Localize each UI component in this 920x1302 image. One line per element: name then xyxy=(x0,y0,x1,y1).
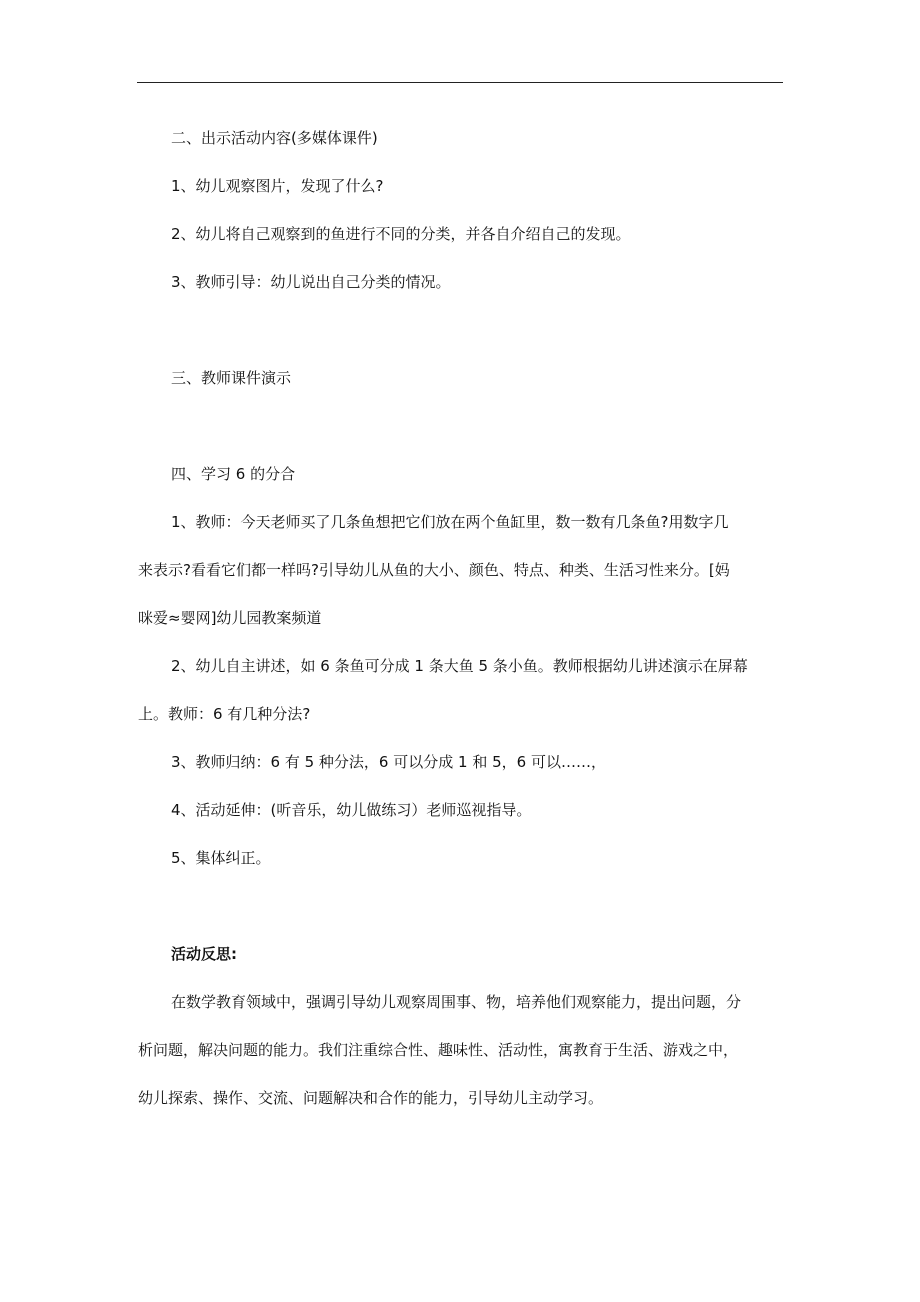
section-4-item-4: 4、活动延伸：(听音乐，幼儿做练习）老师巡视指导。 xyxy=(171,801,532,819)
section-4-item-3: 3、教师归纳：6 有 5 种分法，6 可以分成 1 和 5，6 可以……， xyxy=(171,753,606,771)
section-heading-3: 三、教师课件演示 xyxy=(171,369,292,387)
reflection-line-3: 幼儿探索、操作、交流、问题解决和合作的能力，引导幼儿主动学习。 xyxy=(138,1089,604,1107)
section-4-item-1-line-2: 来表示?看看它们都一样吗?引导幼儿从鱼的大小、颜色、特点、种类、生活习性来分。[妈 xyxy=(138,561,730,579)
section-4-item-2-line-1: 2、幼儿自主讲述，如 6 条鱼可分成 1 条大鱼 5 条小鱼。教师根据幼儿讲述演示在屏幕 xyxy=(171,657,748,675)
section-heading-2: 二、出示活动内容(多媒体课件) xyxy=(171,129,378,147)
section-4-item-1-line-1: 1、教师：今天老师买了几条鱼想把它们放在两个鱼缸里，数一数有几条鱼?用数字几 xyxy=(171,513,729,531)
section-4-item-2-line-2: 上。教师：6 有几种分法? xyxy=(138,705,311,723)
section-heading-4: 四、学习 6 的分合 xyxy=(171,465,296,483)
section-4-item-5: 5、集体纠正。 xyxy=(171,849,271,867)
header-rule xyxy=(137,82,783,83)
section-2-item-1: 1、幼儿观察图片，发现了什么? xyxy=(171,177,384,195)
section-2-item-2: 2、幼儿将自己观察到的鱼进行不同的分类，并各自介绍自己的发现。 xyxy=(171,225,631,243)
section-2-item-3: 3、教师引导：幼儿说出自己分类的情况。 xyxy=(171,273,451,291)
section-4-item-1-line-3: 咪爱≈婴网]幼儿园教案频道 xyxy=(138,609,322,627)
reflection-line-1: 在数学教育领域中，强调引导幼儿观察周围事、物，培养他们观察能力，提出问题，分 xyxy=(171,993,742,1011)
reflection-heading: 活动反思: xyxy=(171,945,237,963)
reflection-line-2: 析问题，解决问题的能力。我们注重综合性、趣味性、活动性，寓教育于生活、游戏之中， xyxy=(138,1041,739,1059)
